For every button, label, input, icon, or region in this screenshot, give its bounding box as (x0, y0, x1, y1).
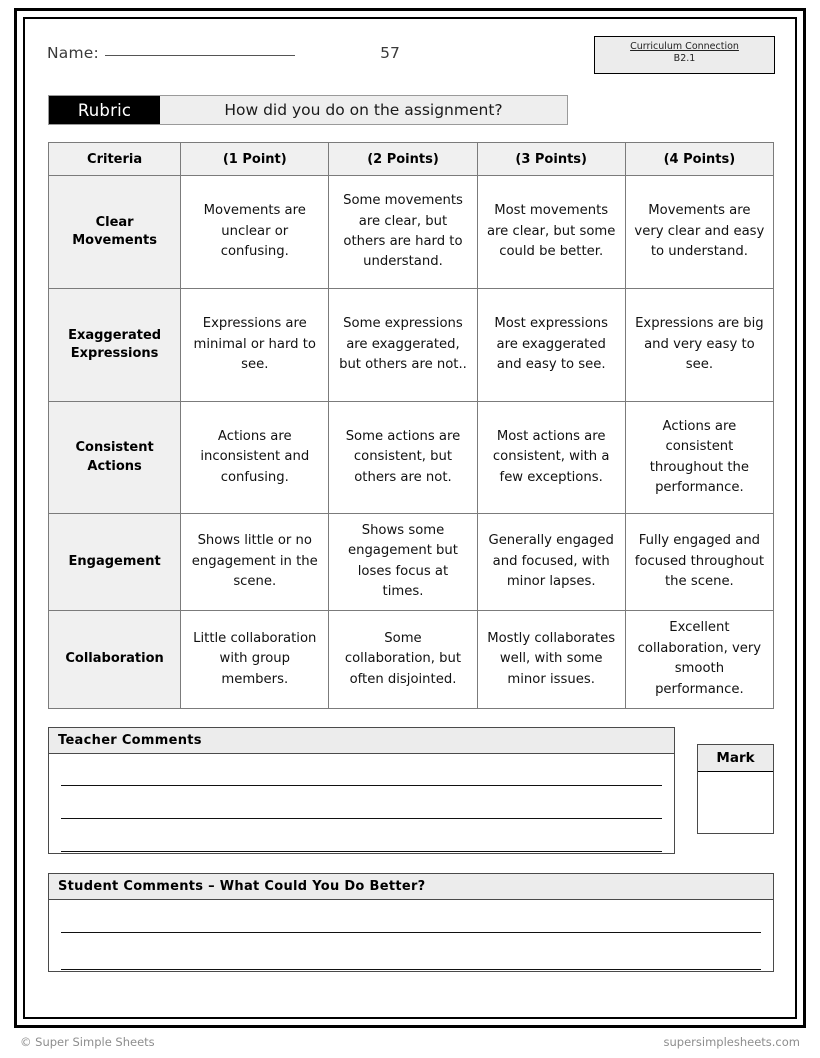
table-row (49, 610, 774, 708)
table-row (49, 176, 774, 289)
writing-line (61, 851, 662, 852)
level-cell[interactable]: Some movements are clear, but others are hard to understand. (329, 176, 477, 289)
criteria-cell: Engagement (49, 514, 181, 611)
page-content (25, 19, 795, 1017)
teacher-comments-box (48, 727, 675, 854)
column-header-criteria: Criteria (49, 143, 181, 176)
teacher-comments-input[interactable] (49, 754, 674, 853)
rubric-header-row (49, 143, 774, 176)
curriculum-connection-code: B2.1 (673, 52, 696, 64)
rubric-table (48, 142, 774, 709)
table-row (49, 514, 774, 611)
rubric-question: How did you do on the assignment? (160, 96, 567, 124)
column-header-1-point: (1 Point) (181, 143, 329, 176)
level-cell[interactable]: Most movements are clear, but some could be better. (477, 176, 625, 289)
level-cell[interactable]: Fully engaged and focused throughout the scene. (625, 514, 773, 611)
writing-line (61, 785, 662, 786)
page-footer (20, 1035, 800, 1049)
curriculum-connection-box (594, 36, 775, 74)
column-header-2-points: (2 Points) (329, 143, 477, 176)
mark-input[interactable] (698, 772, 773, 833)
column-header-3-points: (3 Points) (477, 143, 625, 176)
level-cell[interactable]: Movements are unclear or confusing. (181, 176, 329, 289)
writing-line (61, 932, 761, 933)
teacher-comments-row (48, 727, 774, 854)
page-frame-outer (14, 8, 806, 1028)
criteria-cell: Exaggerated Expressions (49, 289, 181, 402)
level-cell[interactable]: Most expressions are exaggerated and easy to see. (477, 289, 625, 402)
level-cell[interactable]: Some expressions are exaggerated, but others are not.. (329, 289, 477, 402)
footer-website: supersimplesheets.com (663, 1035, 800, 1049)
level-cell[interactable]: Actions are inconsistent and confusing. (181, 402, 329, 514)
student-comments-input[interactable] (49, 900, 773, 971)
student-comments-title: Student Comments – What Could You Do Better? (49, 874, 773, 900)
mark-box (697, 744, 774, 834)
curriculum-connection-title: Curriculum Connection (630, 41, 739, 52)
level-cell[interactable]: Expressions are big and very easy to see. (625, 289, 773, 402)
criteria-cell: Collaboration (49, 610, 181, 708)
footer-copyright: © Super Simple Sheets (20, 1035, 155, 1049)
level-cell[interactable]: Expressions are minimal or hard to see. (181, 289, 329, 402)
table-row (49, 402, 774, 514)
page-frame-inner (23, 17, 797, 1019)
level-cell[interactable]: Actions are consistent throughout the performance. (625, 402, 773, 514)
student-comments-box (48, 873, 774, 972)
level-cell[interactable]: Some actions are consistent, but others are not. (329, 402, 477, 514)
rubric-label: Rubric (49, 96, 160, 124)
level-cell[interactable]: Excellent collaboration, very smooth performance. (625, 610, 773, 708)
level-cell[interactable]: Shows little or no engagement in the scene. (181, 514, 329, 611)
writing-line (61, 969, 761, 970)
level-cell[interactable]: Mostly collaborates well, with some minor issues. (477, 610, 625, 708)
criteria-cell: Clear Movements (49, 176, 181, 289)
rubric-title-bar (48, 95, 568, 125)
column-header-4-points: (4 Points) (625, 143, 773, 176)
page-header (43, 35, 777, 89)
level-cell[interactable]: Some collaboration, but often disjointed. (329, 610, 477, 708)
mark-title: Mark (698, 745, 773, 772)
level-cell[interactable]: Movements are very clear and easy to understand. (625, 176, 773, 289)
level-cell[interactable]: Generally engaged and focused, with minor lapses. (477, 514, 625, 611)
criteria-cell: Consistent Actions (49, 402, 181, 514)
level-cell[interactable]: Little collaboration with group members. (181, 610, 329, 708)
table-row (49, 289, 774, 402)
level-cell[interactable]: Most actions are consistent, with a few exceptions. (477, 402, 625, 514)
page-number: 57 (380, 44, 400, 62)
writing-line (61, 818, 662, 819)
name-label: Name: (47, 44, 99, 62)
level-cell[interactable]: Shows some engagement but loses focus at times. (329, 514, 477, 611)
teacher-comments-title: Teacher Comments (49, 728, 674, 754)
